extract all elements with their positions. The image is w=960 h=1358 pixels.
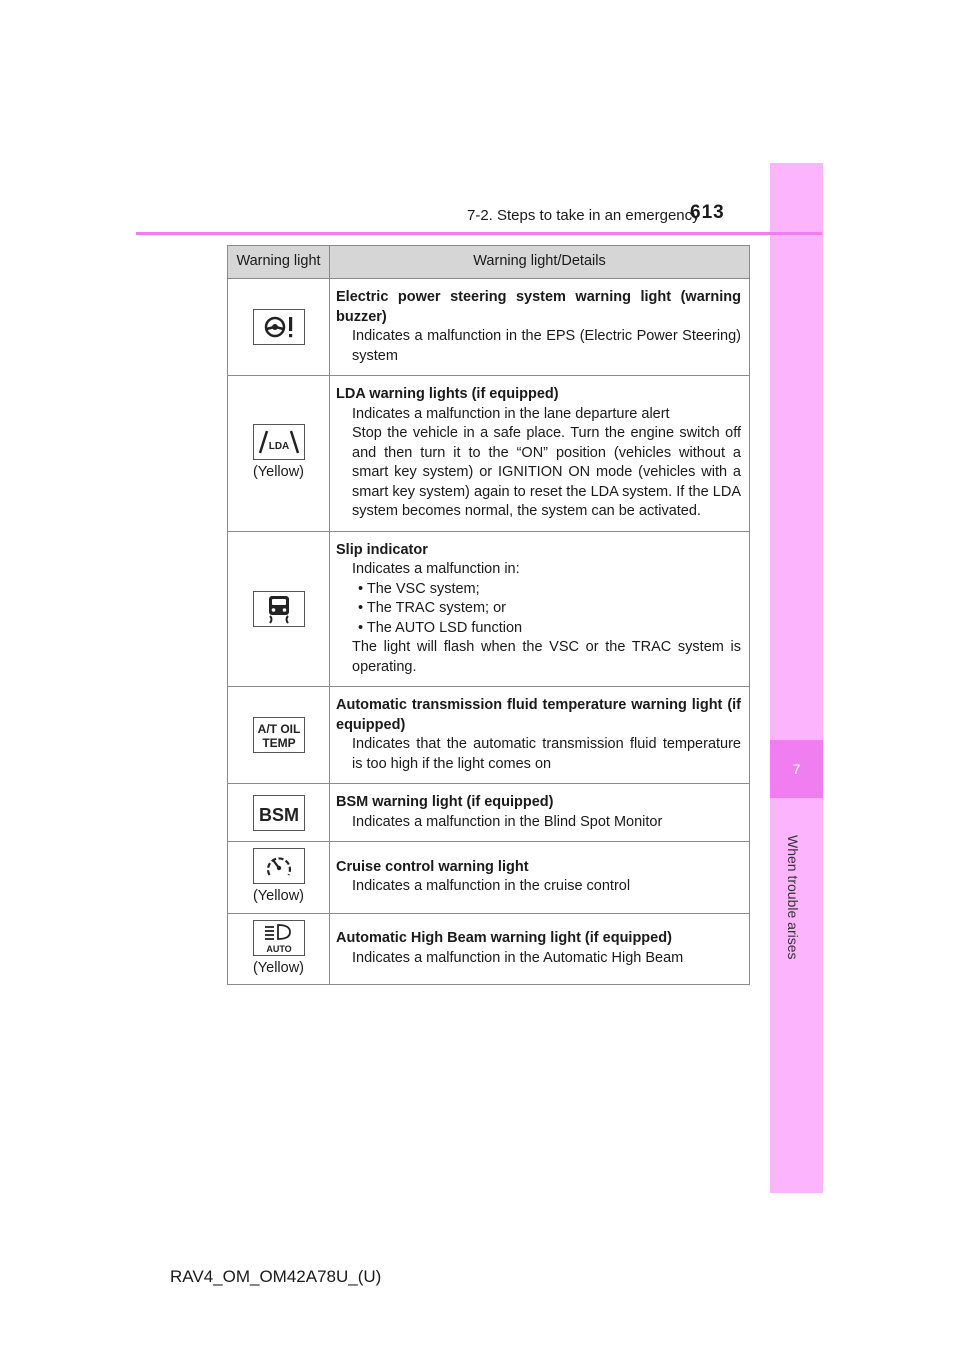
row-title: LDA warning lights (if equipped): [336, 386, 559, 402]
page-number: 613: [690, 202, 725, 223]
list-item: • The TRAC system; or: [358, 600, 506, 616]
slip-indicator-icon: [253, 591, 305, 627]
table-row: [228, 531, 750, 687]
row-text: Indicates a malfunction in the lane departure alert: [352, 405, 670, 422]
document-code: RAV4_OM_OM42A78U_(U): [170, 1267, 382, 1286]
row-title: Electric power steering system warning light (warning buzzer): [336, 289, 741, 325]
power-steering-icon: [253, 309, 305, 345]
table-row: [228, 842, 750, 914]
at-oil-icon-label: A/T OIL: [257, 722, 300, 736]
details-cell: [330, 687, 750, 784]
list-item: • The AUTO LSD function: [358, 619, 523, 636]
auto-icon-label: AUTO: [265, 943, 292, 954]
table-row: [228, 687, 750, 784]
row-text: Indicates a malfunction in the EPS (Electric Power Steering) system: [352, 328, 741, 364]
lda-icon-label: LDA: [268, 441, 289, 452]
column-header-details: Warning light/Details: [330, 246, 750, 279]
row-title: Automatic High Beam warning light (if equipped): [336, 930, 672, 947]
row-title: BSM warning light (if equipped): [336, 794, 554, 810]
bsm-icon: [253, 795, 305, 831]
row-text: The light will flash when the VSC or the TRAC system is operating.: [352, 639, 741, 675]
icon-cell: [228, 279, 330, 376]
icon-cell: [228, 842, 330, 914]
auto-high-beam-icon: [253, 920, 305, 956]
at-oil-temp-icon: [253, 717, 305, 753]
column-header-warning-light: Warning light: [228, 246, 330, 279]
icon-cell: [228, 913, 330, 985]
icon-color-note: (Yellow): [252, 888, 305, 904]
details-cell: [330, 913, 750, 985]
row-title: Automatic transmission fluid temperature warning light (if equipped): [336, 697, 741, 733]
temp-icon-label: TEMP: [261, 736, 296, 750]
section-title: 7-2. Steps to take in an emergency: [467, 207, 700, 224]
cruise-control-icon: [253, 848, 305, 884]
table-row: [228, 784, 750, 842]
icon-color-note: (Yellow): [252, 959, 305, 976]
row-text: Indicates that the automatic transmission fluid temperature is too high if the light comes on: [352, 736, 741, 772]
row-title: Slip indicator: [336, 541, 428, 558]
list-item: • The VSC system;: [358, 580, 480, 597]
icon-cell: [228, 531, 330, 687]
details-cell: [330, 376, 750, 532]
chapter-side-tab: [770, 163, 823, 1193]
row-text: Stop the vehicle in a safe place. Turn the engine switch off and then turn it to the “ON” position (vehicles without a smart key system) or IGNITION ON mode (vehicles with a smart key system) again to reset the LDA system. If the LDA system becomes normal, the system can be activated.: [352, 425, 741, 519]
row-text: Indicates a malfunction in:: [352, 561, 520, 577]
table-row: [228, 376, 750, 532]
row-text: Indicates a malfunction in the Blind Spot Monitor: [352, 813, 663, 830]
table-header-row: [228, 246, 750, 279]
table-row: [228, 279, 750, 376]
row-title: Cruise control warning light: [336, 858, 529, 875]
details-cell: [330, 531, 750, 687]
details-cell: [330, 279, 750, 376]
icon-cell: [228, 376, 330, 532]
row-text: Indicates a malfunction in the Automatic High Beam: [352, 949, 684, 966]
details-cell: [330, 784, 750, 842]
row-text: Indicates a malfunction in the cruise control: [352, 878, 631, 895]
icon-color-note: (Yellow): [252, 464, 305, 480]
icon-cell: [228, 687, 330, 784]
bsm-icon-label: BSM: [258, 804, 299, 825]
icon-cell: [228, 784, 330, 842]
header-divider: [136, 232, 822, 235]
chapter-number: 7: [770, 740, 823, 798]
lda-icon: [253, 424, 305, 460]
chapter-title: When trouble arises: [785, 835, 801, 960]
warning-light-table: [227, 245, 750, 985]
table-row: [228, 913, 750, 985]
details-cell: [330, 842, 750, 914]
